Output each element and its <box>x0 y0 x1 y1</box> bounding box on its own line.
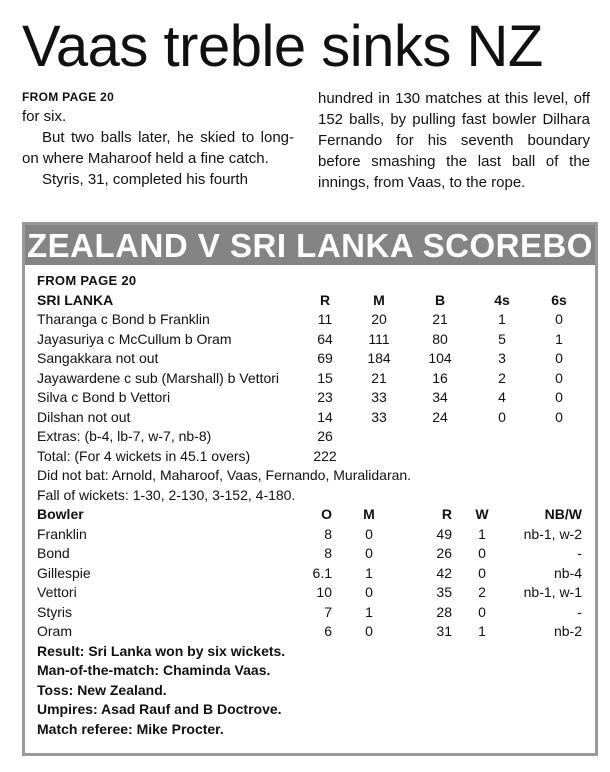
fall-of-wickets: Fall of wickets: 1-30, 2-130, 3-152, 4-180. <box>37 486 296 503</box>
batsman-name: Tharanga c Bond b Franklin <box>37 311 210 327</box>
article-paragraph: But two balls later, he skied to long-on where Maharoof held a fine catch. <box>22 129 294 167</box>
bowler-noballs-wides: nb-4 <box>553 564 582 581</box>
bowler-runs: 28 <box>436 603 452 620</box>
batsman-minutes: 20 <box>371 311 387 327</box>
batsman-minutes: 33 <box>371 389 387 405</box>
bowler-name: Bond <box>37 545 70 561</box>
batsman-balls: 24 <box>432 408 448 425</box>
bowler-maidens: 1 <box>365 564 373 581</box>
header-wickets: W <box>475 506 489 522</box>
scoreboard <box>37 271 585 739</box>
bowling-row <box>37 564 585 584</box>
match-referee: Match referee: Mike Procter. <box>37 720 224 737</box>
batsman-fours: 2 <box>498 369 506 386</box>
match-result: Result: Sri Lanka won by six wickets. <box>37 642 286 659</box>
scoreboard-box <box>22 222 598 756</box>
scoreboard-from-label: FROM PAGE 20 <box>37 273 137 288</box>
batsman-runs: 69 <box>317 350 333 366</box>
batsman-runs: 15 <box>317 369 333 386</box>
batsman-sixes: 0 <box>555 408 563 425</box>
batsman-balls: 104 <box>428 350 452 366</box>
batsman-fours: 1 <box>498 311 506 327</box>
bowler-runs: 49 <box>436 525 452 542</box>
total-row <box>37 447 585 467</box>
bowler-header-label: Bowler <box>37 506 84 522</box>
batting-row <box>37 330 585 350</box>
header-noballs-wides: NB/W <box>544 506 582 522</box>
batting-row <box>37 388 585 408</box>
bowler-noballs-wides: nb-1, w-2 <box>523 525 582 542</box>
from-page-label: FROM PAGE 20 <box>22 90 115 104</box>
bowler-wickets: 2 <box>478 584 486 600</box>
batsman-runs: 11 <box>317 311 333 327</box>
bowling-row <box>37 544 585 564</box>
batsman-minutes: 21 <box>371 369 387 386</box>
header-minutes: M <box>373 291 385 308</box>
bowler-name: Franklin <box>37 525 87 542</box>
batsman-minutes: 184 <box>367 350 391 366</box>
article-right-column <box>318 88 590 193</box>
bowler-maidens: 1 <box>365 603 373 620</box>
man-of-the-match: Man-of-the-match: Chaminda Vaas. <box>37 662 271 678</box>
batsman-sixes: 0 <box>555 311 563 327</box>
headline: Vaas treble sinks NZ <box>22 14 543 79</box>
bowler-overs: 8 <box>324 525 332 542</box>
header-sixes: 6s <box>551 291 567 308</box>
batting-header <box>37 291 585 311</box>
bowler-overs: 6.1 <box>312 564 332 581</box>
bowler-overs: 8 <box>324 545 332 561</box>
batsman-fours: 0 <box>498 408 506 425</box>
batsman-balls: 34 <box>432 389 448 405</box>
batting-row <box>37 369 585 389</box>
bowler-noballs-wides: - <box>577 603 582 620</box>
bowling-row <box>37 603 585 623</box>
bowler-name: Vettori <box>37 584 77 600</box>
umpires: Umpires: Asad Rauf and B Doctrove. <box>37 701 282 717</box>
bowler-overs: 7 <box>324 603 332 620</box>
extras-label: Extras: (b-4, lb-7, w-7, nb-8) <box>37 428 212 444</box>
batsman-name: Jayasuriya c McCullum b Oram <box>37 330 232 347</box>
batsman-runs: 23 <box>317 389 333 405</box>
bowler-name: Gillespie <box>37 564 91 581</box>
batsman-sixes: 0 <box>555 350 563 366</box>
batsman-minutes: 111 <box>368 330 390 347</box>
bowling-row <box>37 525 585 545</box>
batsman-name: Jayawardene c sub (Marshall) b Vettori <box>37 369 279 386</box>
extras-row <box>37 427 585 447</box>
header-maidens: M <box>363 506 375 522</box>
bowler-name: Oram <box>37 623 72 639</box>
bowler-noballs-wides: nb-1, w-1 <box>523 584 582 600</box>
batsman-name: Sangakkara not out <box>37 350 159 366</box>
batting-row <box>37 408 585 428</box>
scoreboard-banner <box>25 225 595 265</box>
bowler-runs: 31 <box>436 623 452 639</box>
bowler-wickets: 0 <box>478 564 486 581</box>
batsman-fours: 3 <box>498 350 506 366</box>
batsman-balls: 21 <box>432 311 448 327</box>
batting-row <box>37 349 585 369</box>
bowler-maidens: 0 <box>365 545 373 561</box>
bowling-header <box>37 505 585 525</box>
bowling-row <box>37 583 585 603</box>
bowler-maidens: 0 <box>365 623 373 639</box>
scoreboard-banner-text: ZEALAND V SRI LANKA SCOREBO <box>27 227 593 264</box>
bowler-name: Styris <box>37 603 72 620</box>
bowler-runs: 42 <box>436 564 452 581</box>
header-overs: O <box>321 506 332 522</box>
bowler-wickets: 1 <box>478 623 486 639</box>
bowler-wickets: 0 <box>478 603 486 620</box>
bowler-noballs-wides: - <box>577 545 582 561</box>
header-fours: 4s <box>494 291 510 308</box>
batsman-fours: 5 <box>498 330 506 347</box>
batsman-name: Silva c Bond b Vettori <box>37 389 171 405</box>
total-label: Total: (For 4 wickets in 45.1 overs) <box>37 447 251 464</box>
bowler-wickets: 1 <box>478 525 486 542</box>
batsman-balls: 16 <box>432 369 448 386</box>
toss: Toss: New Zealand. <box>37 681 167 698</box>
article-paragraph: Styris, 31, completed his fourth <box>42 171 248 188</box>
batsman-minutes: 33 <box>371 408 387 425</box>
batsman-balls: 80 <box>432 330 448 347</box>
batting-row <box>37 310 585 330</box>
bowler-overs: 10 <box>316 584 332 600</box>
article-left-column <box>22 88 294 190</box>
batsman-runs: 64 <box>317 330 333 347</box>
article-paragraph: hundred in 130 matches at this level, off 152 balls, by pulling fast bowler Dilhara Fernando for his seventh boundary before smashing the last ball of the innings, from Vaas, to the rope. <box>318 90 590 191</box>
batsman-sixes: 0 <box>555 389 563 405</box>
bowler-runs: 26 <box>436 545 452 561</box>
team-name: SRI LANKA <box>37 291 114 308</box>
header-balls: B <box>434 291 446 308</box>
bowler-maidens: 0 <box>365 584 373 600</box>
header-runs: R <box>319 291 331 308</box>
batsman-fours: 4 <box>498 389 506 405</box>
total-value: 222 <box>313 447 337 464</box>
bowler-runs: 35 <box>436 584 452 600</box>
bowler-overs: 6 <box>324 623 332 639</box>
header-runs-conceded: R <box>441 506 452 522</box>
article-paragraph: for six. <box>22 108 67 125</box>
batsman-sixes: 0 <box>555 369 563 386</box>
extras-value: 26 <box>317 428 333 444</box>
bowler-maidens: 0 <box>365 525 373 542</box>
bowler-wickets: 0 <box>478 545 486 561</box>
batsman-sixes: 1 <box>555 330 563 347</box>
batsman-runs: 14 <box>317 408 333 425</box>
bowling-row <box>37 622 585 642</box>
batsman-name: Dilshan not out <box>37 408 131 425</box>
did-not-bat: Did not bat: Arnold, Maharoof, Vaas, Fernando, Muralidaran. <box>37 467 412 483</box>
bowler-noballs-wides: nb-2 <box>553 623 582 639</box>
